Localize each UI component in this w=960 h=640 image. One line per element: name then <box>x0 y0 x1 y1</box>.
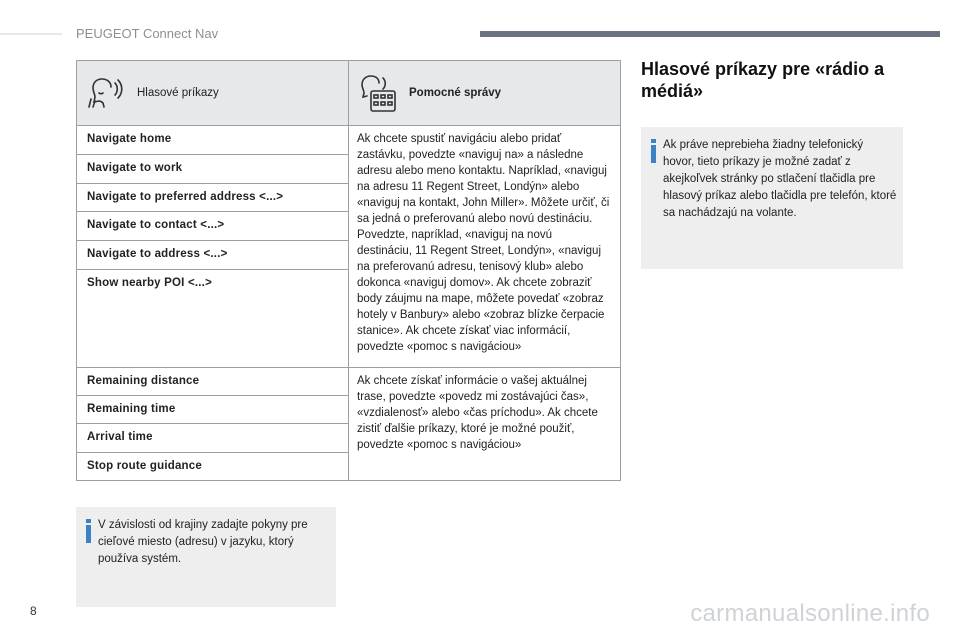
table-row <box>77 126 621 155</box>
command-remaining-time: Remaining time <box>77 395 349 423</box>
watermark: carmanualsonline.info <box>690 600 930 627</box>
command-navigate-to-work: Navigate to work <box>77 154 349 183</box>
command-navigate-address: Navigate to address <...> <box>77 240 349 269</box>
command-remaining-distance: Remaining distance <box>77 367 349 395</box>
table-header-help-messages <box>349 61 621 126</box>
voice-commands-table <box>76 60 621 481</box>
command-navigate-preferred-address: Navigate to preferred address <...> <box>77 183 349 212</box>
table-header-label-right: Pomocné správy <box>409 87 502 100</box>
info-note-language <box>76 507 336 607</box>
help-route-description: Ak chcete získať informácie o vašej aktuálnej trase, povedzte «povedz mi zostávajúci čas», «vzdialenosť» alebo «čas príchodu». Ak chcete zistiť ďalšie príkazy, ktoré je možné použiť, povedzte «pomoc s navigáciou» <box>349 367 621 480</box>
info-icon <box>86 519 91 543</box>
command-navigate-contact: Navigate to contact <...> <box>77 212 349 241</box>
header-title: PEUGEOT Connect Nav <box>76 26 219 41</box>
table-header-row <box>77 61 621 126</box>
section-heading-radio-media: Hlasové príkazy pre «rádio a médiá» <box>641 59 885 101</box>
command-show-nearby-poi: Show nearby POI <...> <box>77 269 349 367</box>
voice-command-icon <box>85 73 125 113</box>
table-row <box>77 367 621 395</box>
header-bar <box>480 31 940 37</box>
voice-keypad-icon <box>357 73 397 113</box>
info-note-radio-media <box>641 127 903 269</box>
table-header-voice-commands <box>77 61 349 126</box>
header-rule-left <box>0 33 62 35</box>
info-note-language-text: V závislosti od krajiny zadajte pokyny pre cieľové miesto (adresu) v jazyku, ktorý používa systém. <box>98 519 308 565</box>
table-header-label-left: Hlasové príkazy <box>137 87 219 100</box>
command-stop-route-guidance: Stop route guidance <box>77 452 349 480</box>
command-navigate-home: Navigate home <box>77 126 349 155</box>
info-note-radio-media-text: Ak práve neprebieha žiadny telefonický hovor, tieto príkazy je možné zadať z akejkoľvek stránky po stlačení tlačidla pre hlasový príkaz alebo tlačidla pre telefón, ktoré sa nachádzajú na volante. <box>663 139 897 219</box>
info-icon <box>651 139 656 163</box>
page-number: 8 <box>30 604 37 618</box>
command-arrival-time: Arrival time <box>77 424 349 452</box>
help-navigation-description: Ak chcete spustiť navigáciu alebo pridať zastávku, povedzte «naviguj na» a následne adresu alebo meno kontaktu. Napríklad, «naviguj na adresu 11 Regent Street, Londýn» alebo «naviguj na kontakt, John Miller». Môžete určiť, či sa jedná o preferovanú alebo novú destináciu. Povedzte, napríklad, «naviguj na novú destináciu, 11 Regent Street, Londýn», «naviguj na preferovanú adresu, tenisový klub» alebo dokonca «naviguj domov». Ak chcete zobraziť body záujmu na mape, môžete povedať «zobraz hotely v Banbury» alebo «zobraz blízke čerpacie stanice». Ak chcete získať viac informácií, povedzte «pomoc s navigáciou» <box>349 126 621 367</box>
